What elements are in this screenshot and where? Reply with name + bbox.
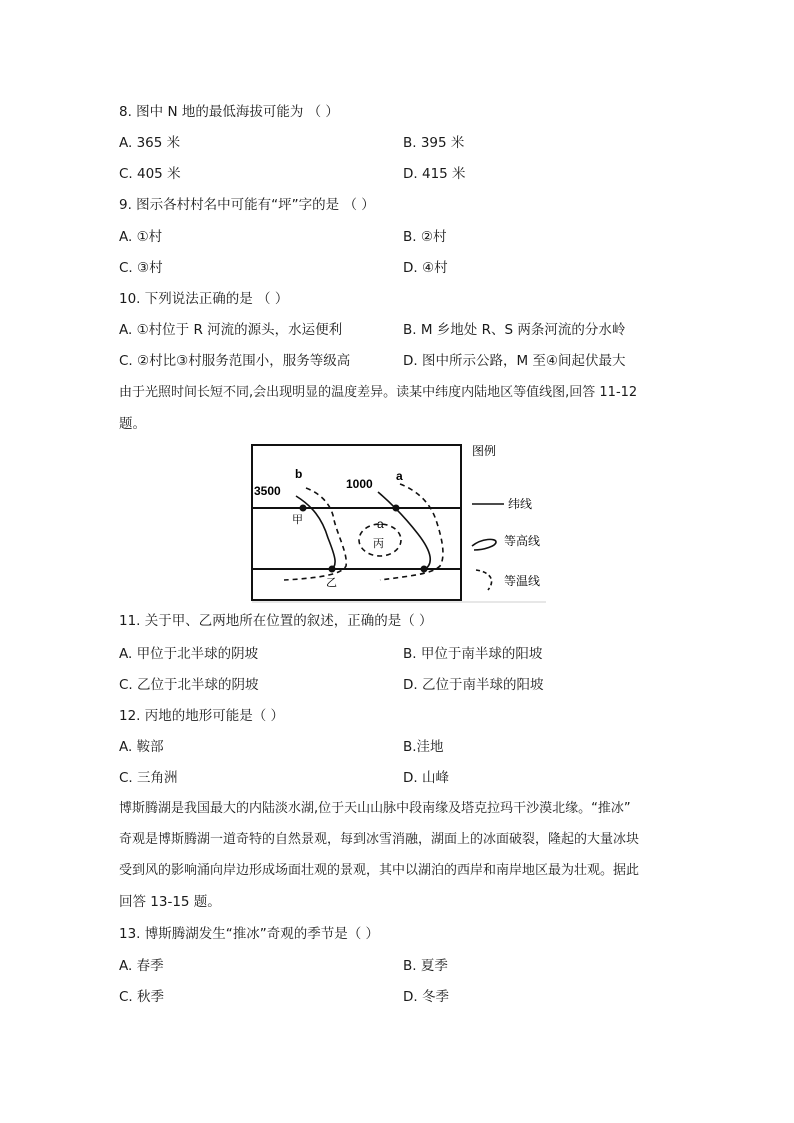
q13-option-a: A. 春季 — [119, 958, 164, 974]
intro-13-15-line1: 博斯腾湖是我国最大的内陆淡水湖,位于天山山脉中段南缘及塔克拉玛干沙漠北缘。“推冰” — [119, 801, 631, 816]
contour-isotherm-figure — [250, 440, 550, 606]
intro-13-15-line2: 奇观是博斯腾湖一道奇特的自然景观，每到冰雪消融，湖面上的冰面破裂，隆起的大量冰块 — [119, 832, 640, 847]
intro-11-12-line1: 由于光照时间长短不同,会出现明显的温度差异。读某中纬度内陆地区等值线图,回答 11-12 — [119, 385, 638, 400]
label-3500: 3500 — [254, 484, 281, 498]
intro-11-12-line2: 题。 — [119, 416, 146, 432]
legend-contour: 等高线 — [504, 534, 541, 548]
point-1000 — [393, 505, 400, 512]
q10-option-d: D. 图中所示公路，M 至④间起伏最大 — [403, 353, 626, 369]
q8-option-b: B. 395 米 — [403, 135, 465, 151]
question-10-stem: 10. 下列说法正确的是 （ ） — [119, 291, 289, 307]
question-9-stem: 9. 图示各村村名中可能有“坪”字的是 （ ） — [119, 197, 375, 213]
label-jia: 甲 — [292, 513, 303, 526]
q10-option-a: A. ①村位于 R 河流的源头，水运便利 — [119, 322, 343, 338]
question-12-stem: 12. 丙地的地形可能是（ ） — [119, 708, 285, 724]
q12-option-d: D. 山峰 — [403, 770, 449, 786]
q8-option-a: A. 365 米 — [119, 135, 181, 151]
legend-contour-symbol — [472, 539, 496, 550]
legend-isotherm-symbol — [476, 570, 492, 590]
point-yi — [329, 566, 336, 573]
q10-option-c: C. ②村比③村服务范围小，服务等级高 — [119, 353, 351, 369]
q11-option-c: C. 乙位于北半球的阴坡 — [119, 677, 259, 693]
q12-option-b: B.洼地 — [403, 739, 444, 755]
label-1000: 1000 — [346, 477, 373, 491]
point-jia — [300, 505, 307, 512]
q9-option-a: A. ①村 — [119, 229, 163, 245]
legend-title: 图例 — [472, 444, 497, 458]
q11-option-b: B. 甲位于南半球的阳坡 — [403, 646, 543, 662]
q12-option-a: A. 鞍部 — [119, 739, 164, 755]
q11-option-d: D. 乙位于南半球的阳坡 — [403, 677, 544, 693]
label-yi: 乙 — [326, 576, 337, 589]
map-frame — [252, 445, 461, 600]
question-13-stem: 13. 博斯腾湖发生“推冰”奇观的季节是（ ） — [119, 926, 380, 942]
intro-13-15-line3: 受到风的影响涌向岸边形成场面壮观的景观，其中以湖泊的西岸和南岸地区最为壮观。据此 — [119, 863, 640, 878]
label-a-center: a — [377, 517, 384, 531]
label-b: b — [295, 467, 303, 481]
label-bing: 丙 — [373, 537, 384, 550]
q13-option-c: C. 秋季 — [119, 989, 165, 1005]
legend-latitude: 纬线 — [508, 497, 533, 511]
q9-option-c: C. ③村 — [119, 260, 163, 276]
question-11-stem: 11. 关于甲、乙两地所在位置的叙述，正确的是（ ） — [119, 613, 433, 629]
q12-option-c: C. 三角洲 — [119, 770, 178, 786]
legend-isotherm: 等温线 — [504, 574, 541, 588]
q11-option-a: A. 甲位于北半球的阴坡 — [119, 646, 259, 662]
point-right-lower — [421, 566, 428, 573]
q8-option-d: D. 415 米 — [403, 166, 466, 182]
intro-13-15-line4: 回答 13-15 题。 — [119, 894, 221, 910]
q10-option-b: B. M 乡地处 R、S 两条河流的分水岭 — [403, 322, 626, 338]
q8-option-c: C. 405 米 — [119, 166, 181, 182]
q9-option-b: B. ②村 — [403, 229, 447, 245]
q13-option-d: D. 冬季 — [403, 989, 449, 1005]
question-8-stem: 8. 图中 N 地的最低海拔可能为 （ ） — [119, 104, 339, 120]
q13-option-b: B. 夏季 — [403, 958, 448, 974]
q9-option-d: D. ④村 — [403, 260, 448, 276]
label-a-top: a — [396, 469, 403, 483]
